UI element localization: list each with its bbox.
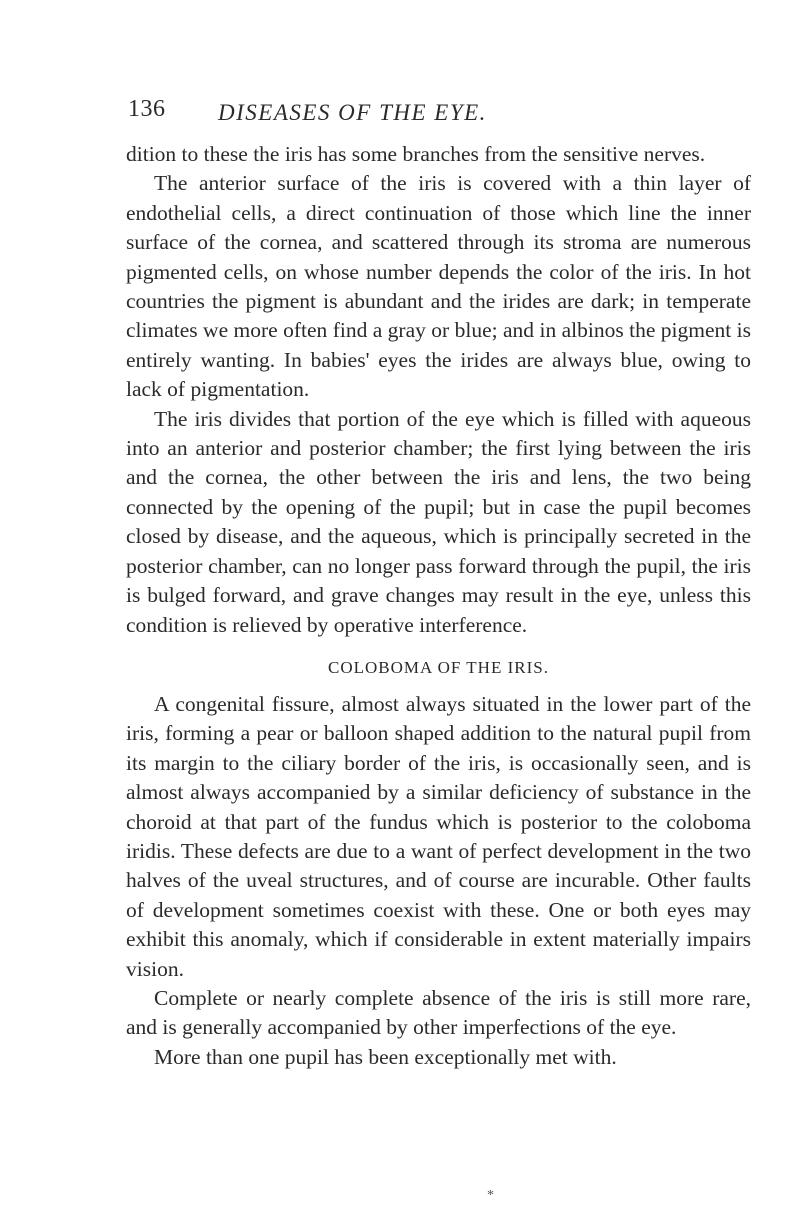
body-text [126, 140, 751, 1072]
paragraph-absence-of-iris: Complete or nearly complete absence of the iris is still more rare, and is generally accompanied by other imperfections of the eye. [126, 985, 751, 1040]
section-heading: COLOBOMA OF THE IRIS. [328, 657, 549, 677]
footer-mark: * [487, 1188, 494, 1203]
page-number: 136 [128, 96, 166, 122]
paragraph-coloboma: A congenital fissure, almost always situated in the lower part of the iris, forming a pear or balloon shaped addition to the natural pupil from its margin to the ciliary border of the iris, is occasionally seen, and is almost always accompanied by a similar deficiency of substance in the choroid at that part of the fundus which is posterior to the coloboma iridis. These defects are due to a want of perfect development in the two halves of the uveal structures, and of course are incurable. Other faults of development sometimes coexist with these. One or both eyes may exhibit this anomaly, which if considerable in extent materially impairs vision. [126, 691, 751, 981]
paragraph-continuation: dition to these the iris has some branches from the sensitive nerves. [126, 142, 706, 166]
paragraph-iris-chambers: The iris divides that portion of the eye which is filled with aqueous into an anterior and posterior chamber; the first lying between the iris and the cornea, the other between the iris and lens, the two being connected by the opening of the pupil; but in case the pupil becomes closed by disease, and the aqueous, which is principally secreted in the posterior chamber, can no longer pass forward through the pupil, the iris is bulged forward, and grave changes may result in the eye, unless this condition is relieved by operative interference. [126, 406, 751, 637]
running-title: DISEASES OF THE EYE. [218, 100, 487, 125]
running-head [128, 96, 748, 136]
paragraph-multiple-pupils: More than one pupil has been exceptionally met with. [154, 1044, 617, 1069]
paragraph-anterior-surface: The anterior surface of the iris is covered with a thin layer of endothelial cells, a direct continuation of those which line the inner surface of the cornea, and scattered through its stroma are numerous pigmented cells, on whose number depends the color of the iris. In hot countries the pigment is abundant and the irides are dark; in temperate climates we more often find a gray or blue; and in albinos the pigment is entirely wanting. In babies' eyes the irides are always blue, owing to lack of pigmentation. [126, 171, 751, 402]
